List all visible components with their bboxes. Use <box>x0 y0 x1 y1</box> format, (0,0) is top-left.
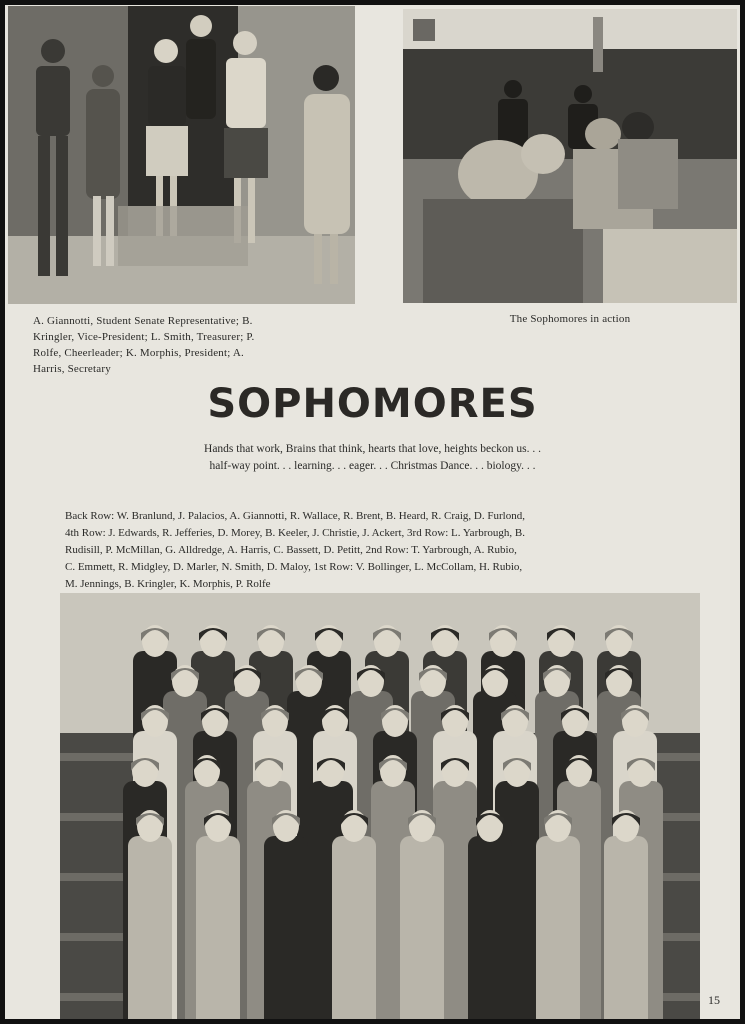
officers-caption <box>33 313 363 377</box>
officers-caption-line: Rolfe, Cheerleader; K. Morphis, President; A. <box>33 347 244 359</box>
tagline <box>5 441 740 475</box>
student-figure <box>196 836 240 1019</box>
student-names <box>65 508 697 593</box>
officers-caption-line: Kringler, Vice-President; L. Smith, Treasurer; P. <box>33 331 255 343</box>
names-line: C. Emmett, R. Midgley, D. Marler, N. Smith, D. Maloy, 1st Row: V. Bollinger, L. McCollam, H. Rubio, <box>65 561 523 573</box>
yearbook-page <box>5 5 740 1019</box>
page-number: 15 <box>708 993 720 1007</box>
names-line: 4th Row: J. Edwards, R. Jefferies, D. Morey, B. Keeler, J. Christie, J. Ackert, 3rd Row: L. Yarbrough, B. <box>65 527 525 539</box>
student-figure <box>400 836 444 1019</box>
officers-photo <box>8 6 355 304</box>
officers-photo-image <box>8 6 355 304</box>
tagline-line-1: Hands that work, Brains that think, hearts that love, heights beckon us. . . <box>204 443 541 455</box>
class-group-photo <box>60 593 700 1019</box>
page-title: SOPHOMORES <box>207 381 538 427</box>
class-photo-image <box>60 593 700 1019</box>
student-figure <box>332 836 376 1019</box>
names-line: Back Row: W. Branlund, J. Palacios, A. Giannotti, R. Wallace, R. Brent, B. Heard, R. Craig, D. Furlond, <box>65 510 525 522</box>
student-figure <box>128 836 172 1019</box>
names-line: Rudisill, P. McMillan, G. Alldredge, A. Harris, C. Bassett, D. Petitt, 2nd Row: T. Yarbrough, A. Rubio, <box>65 544 517 556</box>
names-line: M. Jennings, B. Kringler, K. Morphis, P. Rolfe <box>65 578 271 590</box>
student-figure <box>264 836 308 1019</box>
officers-caption-line: A. Giannotti, Student Senate Representative; B. <box>33 315 253 327</box>
student-figure <box>468 836 512 1019</box>
action-photo-image <box>403 9 737 303</box>
action-caption: The Sophomores in action <box>509 313 631 325</box>
tagline-line-2: half-way point. . . learning. . . eager. . . Christmas Dance. . . biology. . . <box>209 460 536 472</box>
officers-caption-line: Harris, Secretary <box>33 363 111 375</box>
student-figure <box>536 836 580 1019</box>
sophomores-in-action-photo <box>403 9 737 303</box>
student-figure <box>604 836 648 1019</box>
